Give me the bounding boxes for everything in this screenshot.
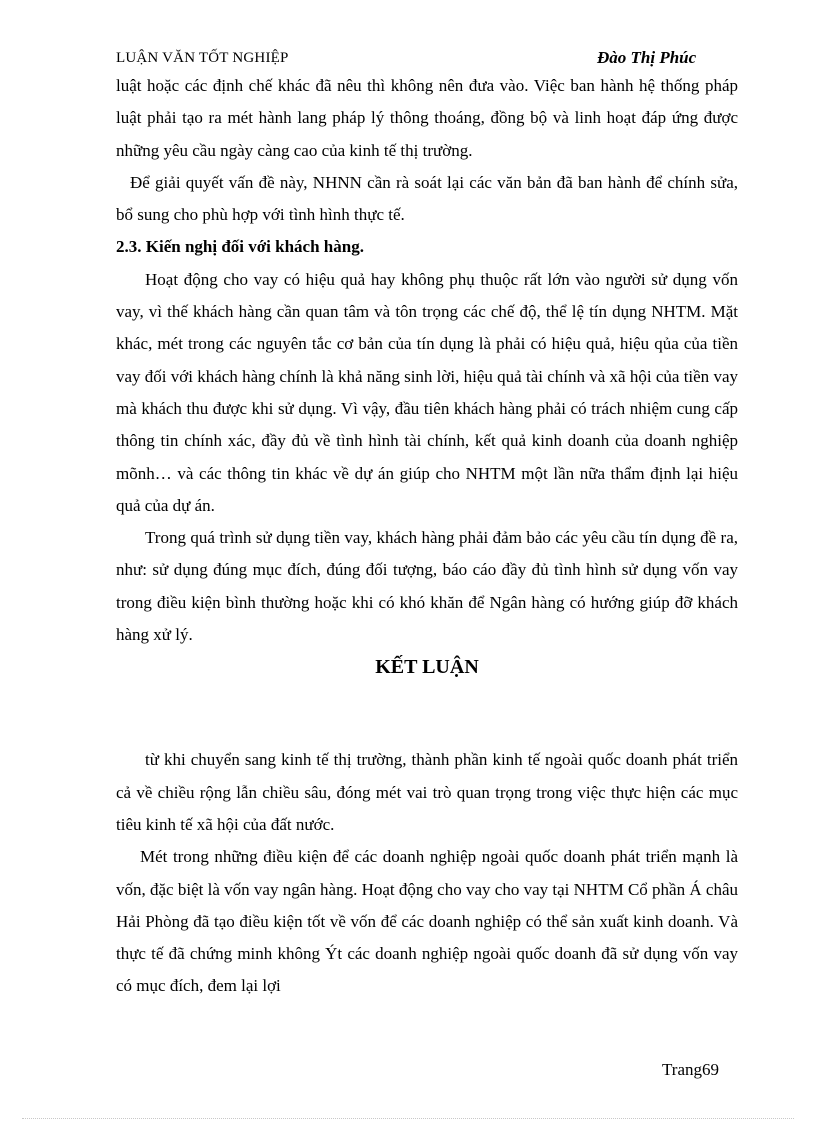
paragraph-6: Mét trong những điều kiện để các doanh nghiệp ngoài quốc doanh phát triển mạnh là vốn, đặc biệt là vốn vay ngân hàng. Hoạt động cho vay cho vay tại NHTM Cổ phần Á châu Hải Phòng đã tạo điều kiện tốt về vốn để các doanh nghiệp có thể sản xuất kinh doanh. Và thực tế đã chứng minh không Ýt các doanh nghiệp ngoài quốc doanh đã sử dụng vốn vay có mục đích, đem lại lợi: [116, 847, 738, 996]
paragraph-2: Để giải quyết vấn đề này, NHNN cần rà soát lại các văn bản đã ban hành để chính sửa, bổ sung cho phù hợp với tình hình thực tế.: [116, 172, 738, 225]
footer-divider: [22, 1118, 794, 1119]
conclusion-title: KẾT LUẬN: [375, 656, 479, 679]
header-author-name: Đào Thị Phúc: [597, 48, 697, 67]
paragraph-3: Hoạt động cho vay có hiệu quả hay không phụ thuộc rất lớn vào người sử dụng vốn vay, vì thế khách hàng cần quan tâm và tôn trọng các chế độ, thể lệ tín dụng NHTM. Mặt khác, mét trong các nguyên tắc cơ bản của tín dụng là phải có hiệu quả, hiệu qủa của tiền vay đối với khách hàng chính là khả năng sinh lời, hiệu quả tài chính và xã hội của tiền vay mà khách thu được khi sử dụng. Vì vậy, đầu tiên khách hàng phải có trách nhiệm cung cấp thông tin chính xác, đầy đủ về tình hình tài chính, kết quả kinh doanh của doanh nghiệp mõnh… và các thông tin khác về dự án giúp cho NHTM một lần nữa thẩm định lại hiệu quả của dự án.: [116, 269, 738, 515]
paragraph-1: luật hoặc các định chế khác đã nêu thì không nên đưa vào. Việc ban hành hệ thống pháp luật phải tạo ra mét hành lang pháp lý thông thoáng, đồng bộ và linh hoạt đáp ứng được những yêu cầu ngày càng cao của kinh tế thị trường.: [116, 76, 738, 160]
header-thesis-label: LUẬN VĂN TỐT NGHIỆP: [116, 50, 289, 66]
paragraph-4: Trong quá trình sử dụng tiền vay, khách hàng phải đảm bảo các yêu cầu tín dụng đề ra, như: sử dụng đúng mục đích, đúng đối tượng, báo cáo đầy đủ tình hình sử dụng vốn vay trong điều kiện bình thường hoặc khi có khó khăn để Ngân hàng có hướng giúp đỡ khách hàng xử lý.: [116, 528, 738, 645]
section-heading: 2.3. Kiến nghị đối với khách hàng.: [116, 237, 364, 257]
page-number: Trang69: [662, 1060, 719, 1079]
document-body: [116, 70, 738, 1003]
paragraph-5: từ khi chuyển sang kinh tế thị trường, thành phần kinh tế ngoài quốc doanh phát triển cả về chiều rộng lẫn chiều sâu, đóng mét vai trò quan trọng trong việc thực hiện các mục tiêu kinh tế xã hội của đất nước.: [116, 750, 738, 834]
